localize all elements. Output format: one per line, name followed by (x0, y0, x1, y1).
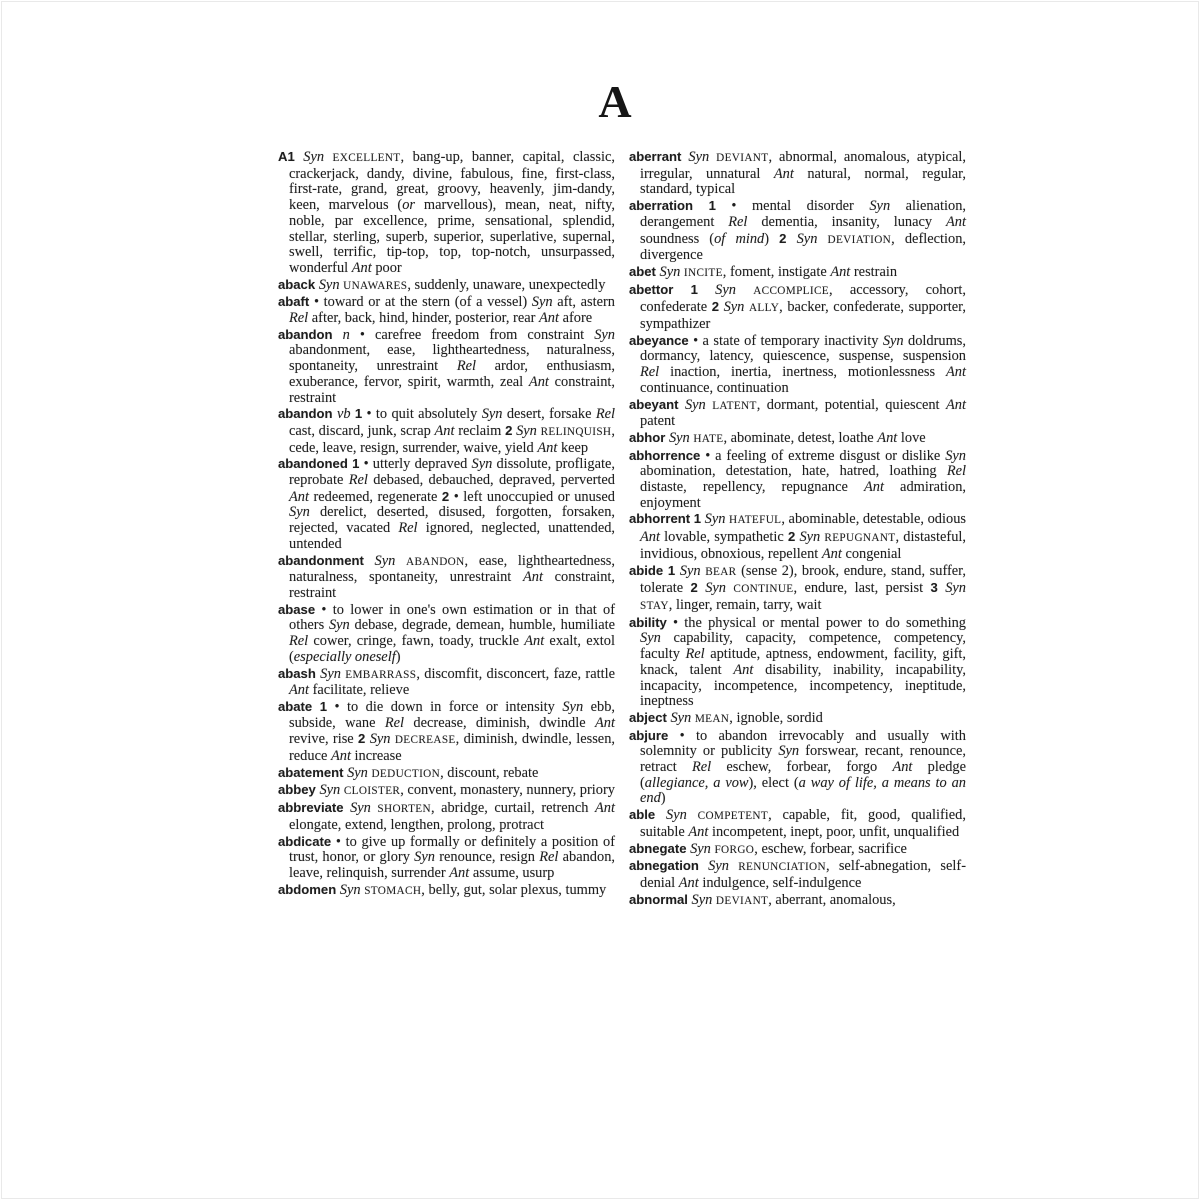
dictionary-entry-abnormal: abnormal Syn DEVIANT, aberrant, anomalous, (629, 891, 896, 908)
dictionary-entry-abandonment: abandonment Syn ABANDON, ease, lightheartedness, naturalness, spontaneity, unrestraint Ant constraint, restraint (278, 552, 615, 601)
dictionary-entry-aback: aback Syn UNAWARES, suddenly, unaware, unexpectedly (278, 276, 606, 293)
dictionary-entry-abhorrence: abhorrence • a feeling of extreme disgust or dislike Syn abomination, detestation, hate, hatred, loathing Rel distaste, repellency, repugnance Ant admiration, enjoyment (629, 447, 966, 511)
dictionary-entry-abhor: abhor Syn HATE, abominate, detest, loathe Ant love (629, 429, 926, 446)
dictionary-entry-abandon-vb: abandon vb 1 • to quit absolutely Syn desert, forsake Rel cast, discard, junk, scrap Ant reclaim 2 Syn RELINQUISH, cede, leave, resign, surrender, waive, yield Ant keep (278, 406, 615, 456)
dictionary-entry-abdicate: abdicate • to give up formally or definitely a position of trust, honor, or glory Syn renounce, resign Rel abandon, leave, relinquish, surrender Ant assume, usurp (278, 833, 615, 881)
dictionary-entry-ability: ability • the physical or mental power to do something Syn capability, capacity, competence, competency, faculty Rel aptitude, aptness, endowment, facility, gift, knack, talent Ant disability, inability, incapability, incapacity, incompetence, incompetency, ineptitude, ineptness (629, 614, 967, 710)
dictionary-entry-abatement: abatement Syn DEDUCTION, discount, rebate (278, 764, 539, 781)
dictionary-entry-abhorrent: abhorrent 1 Syn HATEFUL, abominable, detestable, odious Ant lovable, sympathetic 2 Syn REPUGNANT, distasteful, invidious, obnoxious, repellent Ant congenial (629, 511, 966, 562)
dictionary-entry-aberrant: aberrant Syn DEVIANT, abnormal, anomalous, atypical, irregular, unnatural Ant natural, normal, regular, standard, typical (629, 149, 966, 198)
column-1 (278, 149, 615, 909)
dictionary-entry-A1: A1 Syn EXCELLENT, bang-up, banner, capital, classic, crackerjack, dandy, divine, fabulous, fine, first-class, first-rate, grand, great, groovy, heavenly, jim-dandy, keen, marvelous (or marvellous), mean, neat, nifty, noble, par excellence, prime, sensational, splendid, stellar, sterling, superb, superior, superlative, supernal, swell, terrific, tip-top, top, top-notch, unsurpassed, wonderful Ant poor (278, 149, 615, 276)
column-2 (629, 149, 966, 909)
text-columns (278, 149, 966, 909)
dictionary-entry-abandoned: abandoned 1 • utterly depraved Syn dissolute, profligate, reprobate Rel debased, debauched, depraved, perverted Ant redeemed, regenerate 2 • left unoccupied or unused Syn derelict, deserted, disused, forgotten, forsaken, rejected, vacated Rel ignored, neglected, unattended, untended (278, 456, 615, 552)
dictionary-entry-abandon-n: abandon n • carefree freedom from constraint Syn abandonment, ease, lightheartedness, naturalness, spontaneity, unrestraint Rel ardor, enthusiasm, exuberance, fervor, spirit, warmth, zeal Ant constraint, restraint (278, 326, 615, 406)
dictionary-entry-abaft: abaft • toward or at the stern (of a vessel) Syn aft, astern Rel after, back, hind, hinder, posterior, rear Ant afore (278, 294, 616, 327)
dictionary-entry-able: able Syn COMPETENT, capable, fit, good, qualified, suitable Ant incompetent, inept, poor, unfit, unqualified (629, 807, 966, 840)
dictionary-entry-abide: abide 1 Syn BEAR (sense 2), brook, endure, stand, suffer, tolerate 2 Syn CONTINUE, endure, last, persist 3 Syn STAY, linger, remain, tarry, wait (629, 562, 966, 613)
dictionary-entry-abject: abject Syn MEAN, ignoble, sordid (629, 709, 823, 726)
dictionary-entry-abnegate: abnegate Syn FORGO, eschew, forbear, sacrifice (629, 840, 907, 857)
dictionary-entry-abate: abate 1 • to die down in force or intensity Syn ebb, subside, wane Rel decrease, diminish, dwindle Ant revive, rise 2 Syn DECREASE, diminish, dwindle, lessen, reduce Ant increase (278, 698, 615, 765)
dictionary-entry-abdomen: abdomen Syn STOMACH, belly, gut, solar plexus, tummy (278, 881, 607, 898)
dictionary-entry-abeyance: abeyance • a state of temporary inactivity Syn doldrums, dormancy, latency, quiescence, suspense, suspension Rel inaction, inertia, inertness, motionlessness Ant continuance, continuation (629, 332, 966, 396)
dictionary-entry-abettor: abettor 1 Syn ACCOMPLICE, accessory, cohort, confederate 2 Syn ALLY, backer, confederate, supporter, sympathizer (629, 281, 966, 333)
dictionary-entry-abbey: abbey Syn CLOISTER, convent, monastery, nunnery, priory (278, 782, 615, 799)
section-letter-heading: A (598, 76, 632, 127)
dictionary-entry-abjure: abjure • to abandon irrevocably and usually with solemnity or publicity Syn forswear, recant, renounce, retract Rel eschew, forbear, forgo Ant pledge (allegiance, a vow), elect (a way of life, a means to an end) (629, 727, 966, 807)
dictionary-entry-abbreviate: abbreviate Syn SHORTEN, abridge, curtail, retrench Ant elongate, extend, lengthen, prolong, protract (278, 800, 615, 833)
dictionary-entry-abeyant: abeyant Syn LATENT, dormant, potential, quiescent Ant patent (629, 396, 966, 430)
dictionary-entry-abnegation: abnegation Syn RENUNCIATION, self-abnegation, self-denial Ant indulgence, self-indulgence (629, 858, 966, 891)
dictionary-entry-abet: abet Syn INCITE, foment, instigate Ant restrain (629, 263, 898, 280)
dictionary-entry-aberration: aberration 1 • mental disorder Syn alienation, derangement Rel dementia, insanity, lunacy Ant soundness (of mind) 2 Syn DEVIATION, deflection, divergence (629, 198, 967, 264)
dictionary-entry-abash: abash Syn EMBARRASS, discomfit, disconcert, faze, rattle Ant facilitate, relieve (278, 665, 615, 699)
dictionary-entry-abase: abase • to lower in one's own estimation or in that of others Syn debase, degrade, demean, humble, humiliate Rel cower, cringe, fawn, toady, truckle Ant exalt, extol (especially oneself) (278, 601, 615, 665)
